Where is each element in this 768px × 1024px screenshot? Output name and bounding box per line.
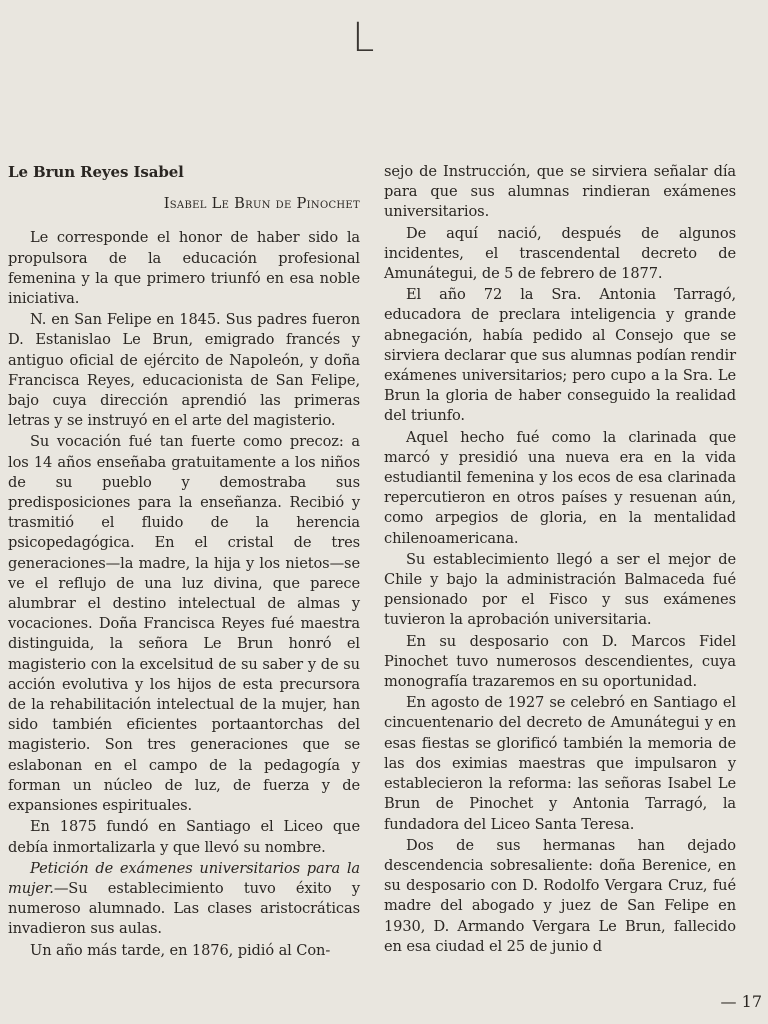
paragraph: Dos de sus hermanas han dejado descendencia sobresaliente: doña Berenice, en su desposario con D. Rodolfo Vergara Cruz, fué madre del abogado y juez de San Felipe en 1930, D. Armando Vergara Le Brun, fallecido en esa ciudad el 25 de junio d [384,836,736,955]
paragraph: En agosto de 1927 se celebró en Santiago el cincuentenario del decreto de Amunátegui y en esas fiestas se glorificó también la memoria de las dos eximias maestras que impulsaron y establecieron la reforma: las señoras Isabel Le Brun de Pinochet y Antonia Tarragó, la fundadora del Liceo Santa Teresa. [384,694,736,833]
paragraph: Un año más tarde, en 1876, pidió al Con- [30,941,331,959]
paragraph-text: —Su establecimiento tuvo éxito y numeroso alumnado. Las clases aristocráticas invadieron sus aulas. [8,879,360,938]
section-letter: L [352,15,375,61]
entry-author: Isabel Le Brun de Pinochet [163,195,360,213]
paragraph: Aquel hecho fué como la clarinada que marcó y presidió una nueva era en la vida estudiantil femenina y los ecos de esa clarinada repercutieron en otros países y resuenan aún, como arpegios de gloria, en la mentalidad chilenoamericana. [384,428,736,547]
paragraph: N. en San Felipe en 1845. Sus padres fueron D. Estanislao Le Brun, emigrado francés y antiguo oficial de ejército de Napoleón, y doña Francisca Reyes, educacionista de San Felipe, bajo cuya dirección aprendió las primeras letras y se instruyó en el arte del magisterio. [8,311,360,430]
paragraph: De aquí nació, después de algunos incidentes, el trascendental decreto de Amunátegui, de 5 de febrero de 1877. [384,224,736,283]
entry-title: Le Brun Reyes Isabel [8,163,184,181]
right-column [384,162,736,957]
paragraph: Su vocación fué tan fuerte como precoz: a los 14 años enseñaba gratuitamente a los niños de su pueblo y demostraba sus predisposiciones para la enseñanza. Recibió y trasmitió el fluido de la herencia psicopedagógica. En el cristal de tres generaciones—la madre, la hija y los nietos—se ve el reflujo de una luz divina, que parece alumbrar el destino intelectual de almas y vocaciones. Doña Francisca Reyes fué maestra distinguida, la señora Le Brun honró el magisterio con la excelsitud de su saber y de su acción evolutiva y los hijos de esta precursora de la rehabilitación intelectual de la mujer, han sido también eficientes portaantorchas del magisterio. Son tres generaciones que se eslabonan en el campo de la pedagogía y forman un núcleo de luz, de fuerza y de expansiones espirituales. [8,433,360,815]
paragraph: En 1875 fundó en Santiago el Liceo que debía inmortalizarla y que llevó su nombre. [8,818,360,856]
paragraph: Su establecimiento llegó a ser el mejor de Chile y bajo la administración Balmaceda fué pensionado por el Fisco y sus exámenes tuvieron la aprobación universitaria. [384,550,736,629]
paragraph: Le corresponde el honor de haber sido la propulsora de la educación profesional femenina y la que primero triunfó en esa noble iniciativa. [8,229,360,308]
paragraph: En su desposario con D. Marcos Fidel Pinochet tuvo numerosos descendientes, cuya monografía trazaremos en su oportunidad. [384,632,736,691]
page-number: — 17 [720,992,762,1011]
paragraph [8,859,360,940]
subheading-italic: Petición de exámenes universitarios para la mujer. [8,859,360,897]
paragraph: El año 72 la Sra. Antonia Tarragó, educadora de preclara inteligencia y grande abnegación, había pedido al Consejo que se sirviera declarar que sus alumnas podían rendir exámenes universitarios; pero cupo a la Sra. Le Brun la gloria de haber conseguido la realidad del triunfo. [384,286,736,425]
left-column [8,162,360,961]
paragraph: sejo de Instrucción, que se sirviera señalar día para que sus alumnas rindieran exámenes universitarios. [384,163,736,221]
